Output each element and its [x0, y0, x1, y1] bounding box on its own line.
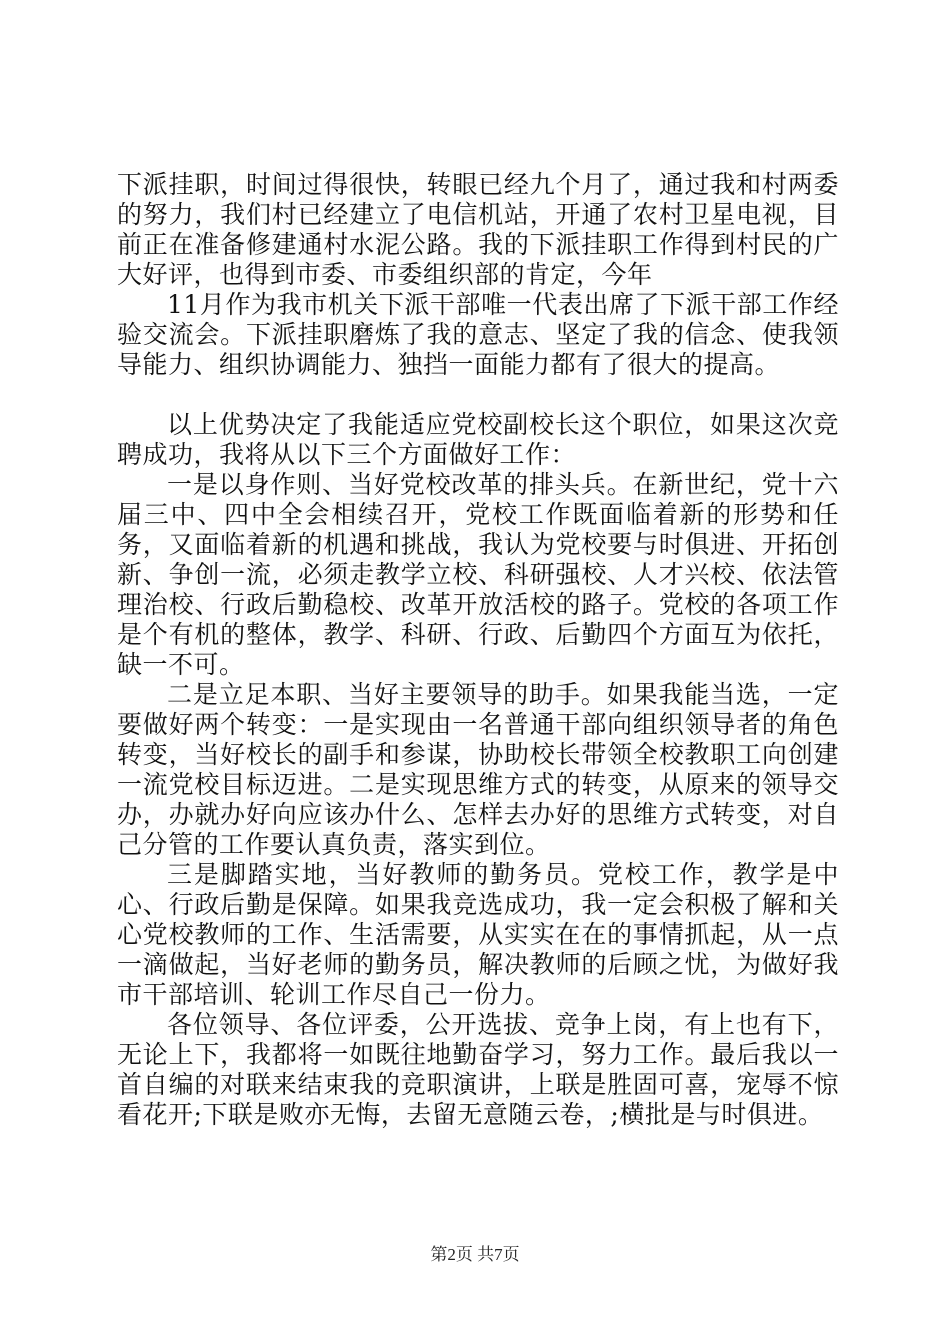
paragraph-5: 二是立足本职、当好主要领导的助手。如果我能当选，一定要做好两个转变：一是实现由一名普通干部向组织领导者的角色转变，当好校长的副手和参谋，协助校长带领全校教职工向创建一流党校目标迈进。二是实现思维方式的转变，从原来的领导交办，办就办好向应该办什么、怎样去办好的思维方式转变，对自己分管的工作要认真负责，落实到位。	[117, 680, 839, 859]
cropped-top-line	[117, 50, 839, 80]
paragraph-1: 下派挂职，时间过得很快，转眼已经九个月了，通过我和村两委的努力，我们村已经建立了电信机站，开通了农村卫星电视，目前正在准备修建通村水泥公路。我的下派挂职工作得到村民的广大好评，也得到市委、市委组织部的肯定，今年	[117, 170, 839, 289]
paragraph-4: 一是以身作则、当好党校改革的排头兵。在新世纪，党十六届三中、四中全会相续召开，党校工作既面临着新的形势和任务，又面临着新的机遇和挑战，我认为党校要与时俱进、开拓创新、争创一流，必须走教学立校、科研强校、人才兴校、依法管理治校、行政后勤稳校、改革开放活校的路子。党校的各项工作是个有机的整体，教学、科研、行政、后勤四个方面互为依托，缺一不可。	[117, 470, 839, 679]
paragraph-3: 以上优势决定了我能适应党校副校长这个职位，如果这次竞聘成功，我将从以下三个方面做好工作：	[117, 410, 839, 469]
paragraph-6: 三是脚踏实地，当好教师的勤务员。党校工作，教学是中心、行政后勤是保障。如果我竞选成功，我一定会积极了解和关心党校教师的工作、生活需要，从实实在在的事情抓起，从一点一滴做起，当好老师的勤务员，解决教师的后顾之忧，为做好我市干部培训、轮训工作尽自己一份力。	[117, 860, 839, 1009]
paragraph-2: 11月作为我市机关下派干部唯一代表出席了下派干部工作经验交流会。下派挂职磨炼了我的意志、坚定了我的信念、使我领导能力、组织协调能力、独挡一面能力都有了很大的提高。	[117, 290, 839, 379]
document-body	[117, 170, 839, 1130]
page-footer: 第2页 共7页	[430, 1245, 520, 1264]
paragraph-7: 各位领导、各位评委，公开选拔、竞争上岗，有上也有下，无论上下，我都将一如既往地勤奋学习，努力工作。最后我以一首自编的对联来结束我的竞职演讲，上联是胜固可喜，宠辱不惊看花开;下联是败亦无悔，去留无意随云卷，;横批是与时俱进。	[117, 1010, 839, 1129]
